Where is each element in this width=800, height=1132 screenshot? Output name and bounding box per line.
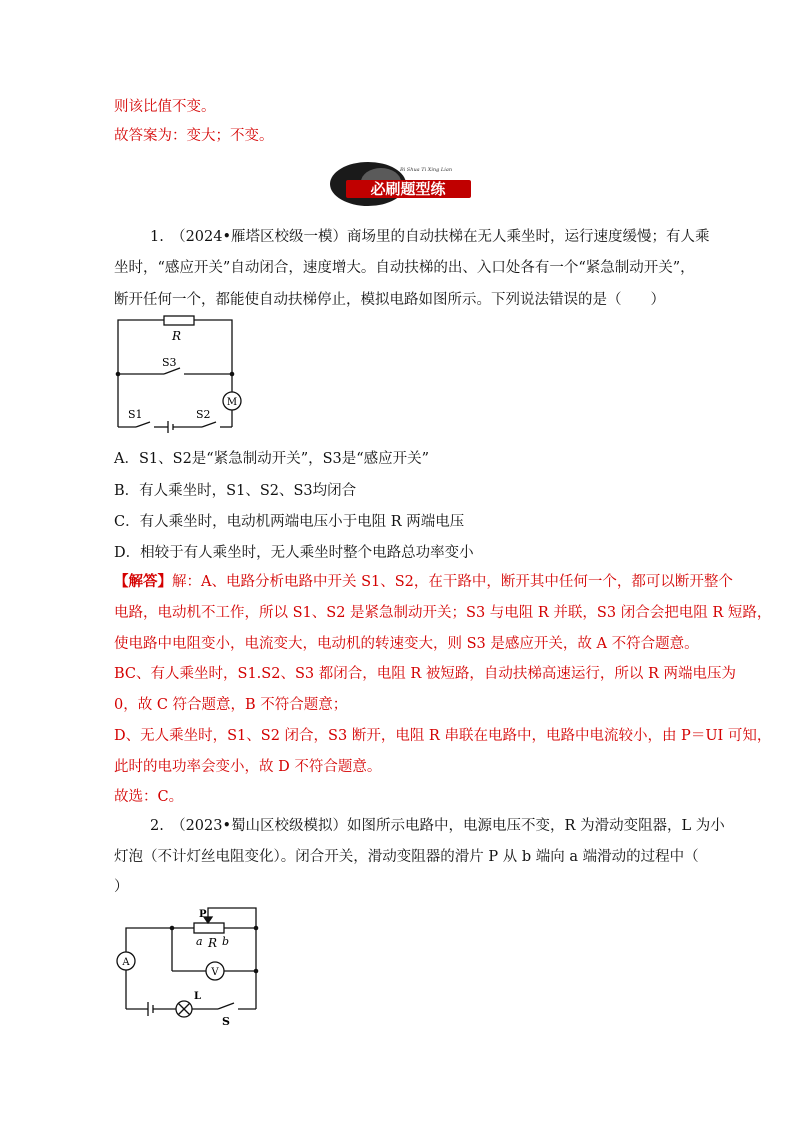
q1-circuit-diagram <box>110 312 250 440</box>
q1-stem-line-2: 坐时，“感应开关”自动闭合，速度增大。自动扶梯的出、入口处各有一个“紧急制动开关”， <box>114 260 695 276</box>
resistor-r <box>164 316 194 325</box>
q2-stem-line-2: 灯泡（不计灯丝电阻变化）。闭合开关，滑动变阻器的滑片 P 从 b 端向 a 端滑动的过程中（ <box>114 849 699 865</box>
label-s: S <box>222 1015 230 1028</box>
label-b-end: b <box>222 935 230 948</box>
banner-script: Bi Shua Ti Xing Lian <box>399 167 453 173</box>
intro-answer-line: 故答案为：变大；不变。 <box>114 128 274 144</box>
switch-s1 <box>136 422 150 427</box>
q1-stem-line-3: 断开任何一个，都能使自动扶梯停止，模拟电路如图所示。下列说法错误的是（ ） <box>114 292 665 308</box>
label-p: P <box>199 909 207 920</box>
solution-label: 【解答】 <box>114 573 172 590</box>
q1-solution-line-5: 0，故 C 符合题意，B 不符合题意； <box>114 697 348 713</box>
q1-option-b: B．有人乘坐时，S1、S2、S3均闭合 <box>114 483 357 499</box>
q1-solution-line-4: BC、有人乘坐时，S1.S2、S3 都闭合，电阻 R 被短路，自动扶梯高速运行，所以 R 两端电压为 <box>114 666 736 682</box>
q2-stem-line-1: 2. （2023•蜀山区校级模拟）如图所示电路中，电源电压不变，R 为滑动变阻器，L 为小 <box>150 818 725 834</box>
label-s2: S2 <box>196 408 211 421</box>
label-s3: S3 <box>162 356 177 369</box>
q1-solution-line-2: 电路，电动机不工作，所以 S1、S2 是紧急制动开关；S3 与电阻 R 并联，S3 闭合会把电阻 R 短路， <box>114 605 772 621</box>
q2-stem-line-3: ） <box>114 879 129 895</box>
label-l: L <box>194 991 202 1002</box>
q1-solution-line-6: D、无人乘坐时，S1、S2 闭合，S3 断开，电阻 R 串联在电路中，电路中电流较小，由 P＝UI 可知， <box>114 728 772 744</box>
label-a-end: a <box>196 935 203 948</box>
label-m: M <box>226 397 238 408</box>
intro-line-1: 则该比值不变。 <box>114 99 216 115</box>
q1-solution-line-1: 【解答】解：A、电路分析电路中开关 S1、S2，在干路中，断开其中任何一个，都可以断开整个 <box>114 573 733 590</box>
q2-circuit-diagram <box>110 903 270 1028</box>
label-r: R <box>208 936 218 950</box>
q1-option-c: C．有人乘坐时，电动机两端电压小于电阻 R 两端电压 <box>114 514 465 530</box>
switch-s <box>218 1003 234 1009</box>
label-s1: S1 <box>128 408 143 421</box>
q1-option-a: A．S1、S2是“紧急制动开关”，S3是“感应开关” <box>114 451 430 467</box>
q1-solution-line-3: 使电路中电阻变小，电流变大，电动机的转速变大，则 S3 是感应开关，故 A 不符合题意。 <box>114 636 699 652</box>
q1-option-d: D．相较于有人乘坐时，无人乘坐时整个电路总功率变小 <box>114 545 474 561</box>
q1-stem-line-1: 1. （2024•雁塔区校级一模）商场里的自动扶梯在无人乘坐时，运行速度缓慢；有人乘 <box>150 229 710 245</box>
section-banner <box>326 158 476 208</box>
q1-solution-line-8: 故选：C。 <box>114 789 184 805</box>
q1-solution-line-7: 此时的电功率会变小，故 D 不符合题意。 <box>114 759 382 775</box>
rheostat-r <box>194 923 224 933</box>
label-a: A <box>122 957 130 968</box>
label-v: V <box>211 967 219 978</box>
switch-s2 <box>202 422 216 427</box>
banner-text: 必刷题型练 <box>370 180 446 198</box>
label-r: R <box>172 329 182 343</box>
